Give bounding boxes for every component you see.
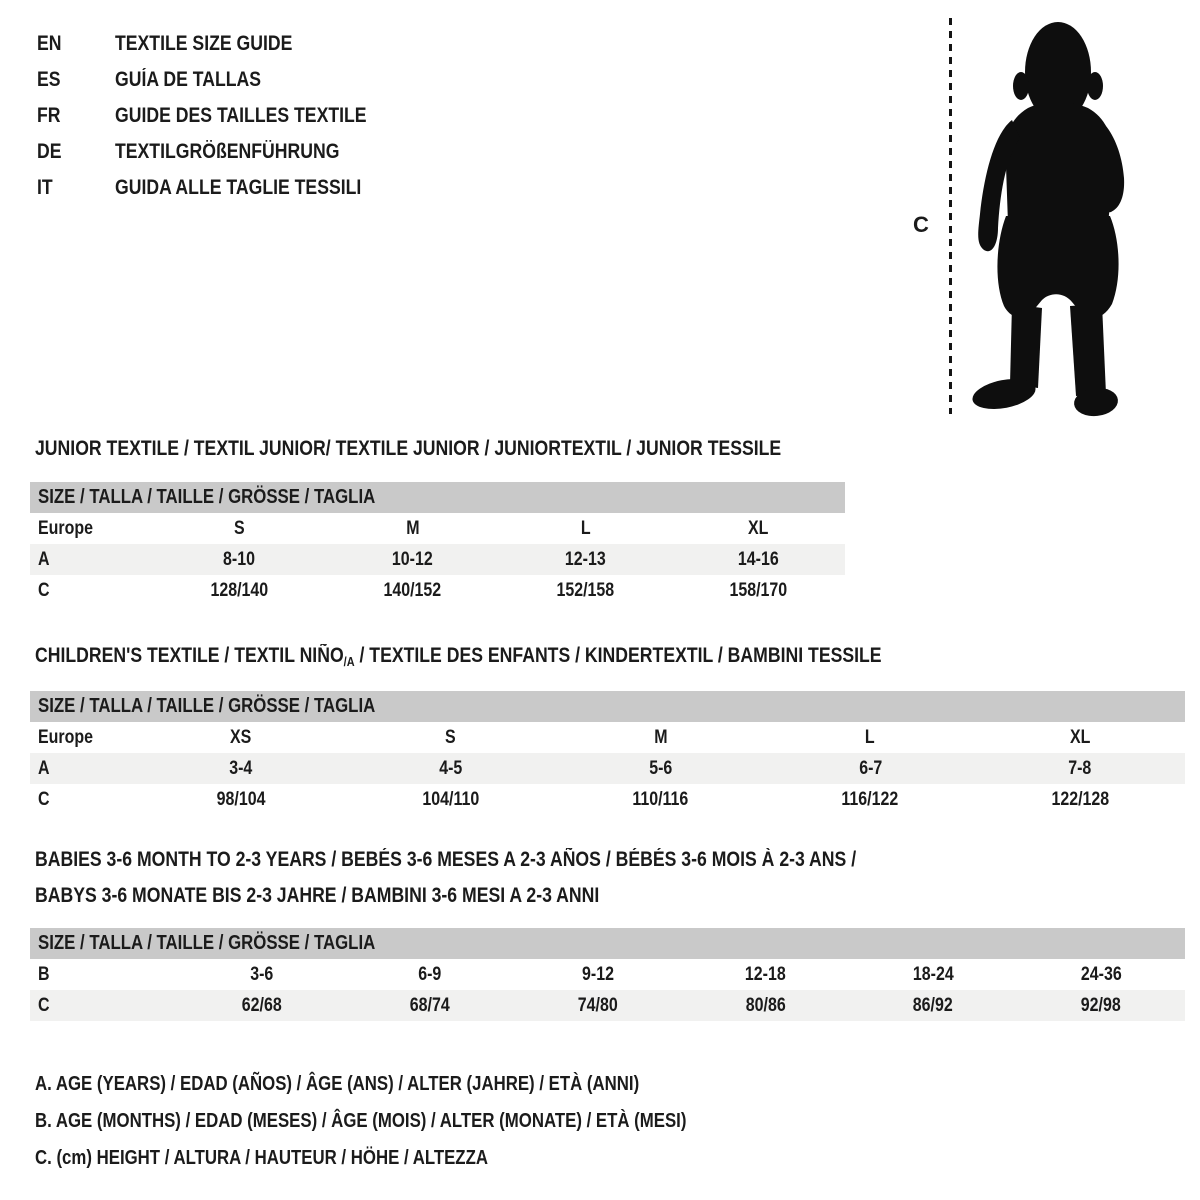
table-row-a	[30, 753, 1185, 784]
row-label: A	[38, 757, 50, 779]
silhouette-shorts	[997, 216, 1118, 318]
silhouette-leg-right	[1070, 304, 1106, 396]
cell: 6-7	[858, 757, 882, 779]
cell: 6-9	[418, 963, 442, 985]
lang-row-it	[37, 170, 414, 206]
row-label: C	[38, 994, 50, 1016]
cell: 3-6	[250, 963, 274, 985]
row-label: A	[38, 548, 50, 570]
cell: 18-24	[912, 963, 954, 985]
cell: 80/86	[745, 994, 786, 1016]
babies-section-title-line1: BABIES 3-6 MONTH TO 2-3 YEARS / BEBÉS 3-6 MESES A 2-3 AÑOS / BÉBÉS 3-6 MOIS À 2-3 ANS /	[35, 848, 857, 871]
cell: 116/122	[841, 788, 899, 810]
size-bar: SIZE / TALLA / TAILLE / GRÖSSE / TAGLIA	[30, 691, 1185, 722]
cell: 104/110	[422, 788, 480, 810]
lang-code: IT	[37, 176, 53, 199]
legend-line-b: B. AGE (MONTHS) / EDAD (MESES) / ÂGE (MOIS) / ALTER (MONATE) / ETÀ (MESI)	[35, 1110, 687, 1132]
lang-row-es	[37, 62, 414, 98]
column-header: M	[653, 726, 668, 748]
cell: 9-12	[581, 963, 614, 985]
junior-table	[30, 482, 845, 606]
size-bar: SIZE / TALLA / TAILLE / GRÖSSE / TAGLIA	[30, 928, 1185, 959]
lang-row-fr	[37, 98, 414, 134]
height-measure-dashed-line	[949, 18, 952, 414]
cell: 12-13	[565, 548, 606, 570]
table-row-c	[30, 784, 1185, 815]
lang-label: TEXTILGRÖßENFÜHRUNG	[115, 140, 340, 163]
column-header: L	[865, 726, 876, 748]
column-header: M	[405, 517, 420, 539]
cell: 152/158	[556, 579, 615, 601]
cell: 5-6	[648, 757, 673, 779]
row-label: C	[38, 788, 50, 810]
cell: 74/80	[577, 994, 618, 1016]
cell: 98/104	[216, 788, 266, 810]
children-table	[30, 691, 1185, 815]
lang-label: GUÍA DE TALLAS	[115, 68, 262, 91]
cell: 158/170	[729, 579, 788, 601]
junior-section-title: JUNIOR TEXTILE / TEXTIL JUNIOR/ TEXTILE JUNIOR / JUNIORTEXTIL / JUNIOR TESSILE	[35, 437, 782, 460]
cell: 140/152	[383, 579, 442, 601]
size-bar: SIZE / TALLA / TAILLE / GRÖSSE / TAGLIA	[30, 482, 845, 513]
lang-code: DE	[37, 140, 62, 163]
children-section-title: CHILDREN'S TEXTILE / TEXTIL $NIÑO_{/A}$ / TEXTILE DES ENFANTS / KINDERTEXTIL / BAMBINI TESSILE	[35, 644, 882, 669]
lang-label: GUIDE DES TAILLES TEXTILE	[115, 104, 367, 127]
legend	[35, 1066, 811, 1177]
table-row-c	[30, 990, 1185, 1021]
lang-code: FR	[37, 104, 61, 127]
cell: 110/116	[632, 788, 689, 810]
column-header: L	[580, 517, 591, 539]
lang-row-de	[37, 134, 414, 170]
cell: 24-36	[1080, 963, 1122, 985]
row-label: C	[38, 579, 50, 601]
legend-line-a: A. AGE (YEARS) / EDAD (AÑOS) / ÂGE (ANS) / ALTER (JAHRE) / ETÀ (ANNI)	[35, 1073, 640, 1095]
column-header: XL	[1069, 726, 1091, 748]
babies-section-title-line2: BABYS 3-6 MONATE BIS 2-3 JAHRE / BAMBINI 3-6 MESI A 2-3 ANNI	[35, 884, 600, 907]
cell: 4-5	[439, 757, 463, 779]
cell: 12-18	[744, 963, 786, 985]
silhouette-ear-right	[1087, 72, 1103, 100]
cell: 3-4	[229, 757, 253, 779]
silhouette-ear-left	[1013, 72, 1029, 100]
height-measure-label: C	[913, 212, 929, 237]
legend-line-c: C. (cm) HEIGHT / ALTURA / HAUTEUR / HÖHE / ALTEZZA	[35, 1147, 488, 1169]
cell: 14-16	[738, 548, 779, 570]
lang-code: ES	[37, 68, 61, 91]
cell: 128/140	[210, 579, 269, 601]
lang-code: EN	[37, 32, 62, 55]
language-header	[37, 26, 414, 206]
babies-table	[30, 928, 1185, 1021]
table-row-c	[30, 575, 845, 606]
cell: 8-10	[223, 548, 256, 570]
lang-label: TEXTILE SIZE GUIDE	[115, 32, 293, 55]
cell: 7-8	[1068, 757, 1092, 779]
table-row-b	[30, 959, 1185, 990]
title-subscript: /A	[343, 654, 355, 669]
region-label: Europe	[38, 517, 93, 539]
cell: 122/128	[1051, 788, 1109, 810]
table-header-row	[30, 513, 845, 544]
cell: 10-12	[392, 548, 433, 570]
column-header: S	[445, 726, 457, 748]
row-label: B	[38, 963, 50, 985]
cell: 62/68	[241, 994, 282, 1016]
table-row-a	[30, 544, 845, 575]
toddler-silhouette	[968, 16, 1140, 420]
cell: 92/98	[1081, 994, 1122, 1016]
region-label: Europe	[38, 726, 93, 748]
cell: 68/74	[409, 994, 450, 1016]
column-header: S	[234, 517, 245, 539]
silhouette-leg-left	[1010, 304, 1042, 388]
lang-row-en	[37, 26, 414, 62]
lang-label: GUIDA ALLE TAGLIE TESSILI	[115, 176, 362, 199]
table-header-row	[30, 722, 1185, 753]
cell: 86/92	[913, 994, 954, 1016]
column-header: XL	[748, 517, 769, 539]
column-header: XS	[230, 726, 252, 748]
